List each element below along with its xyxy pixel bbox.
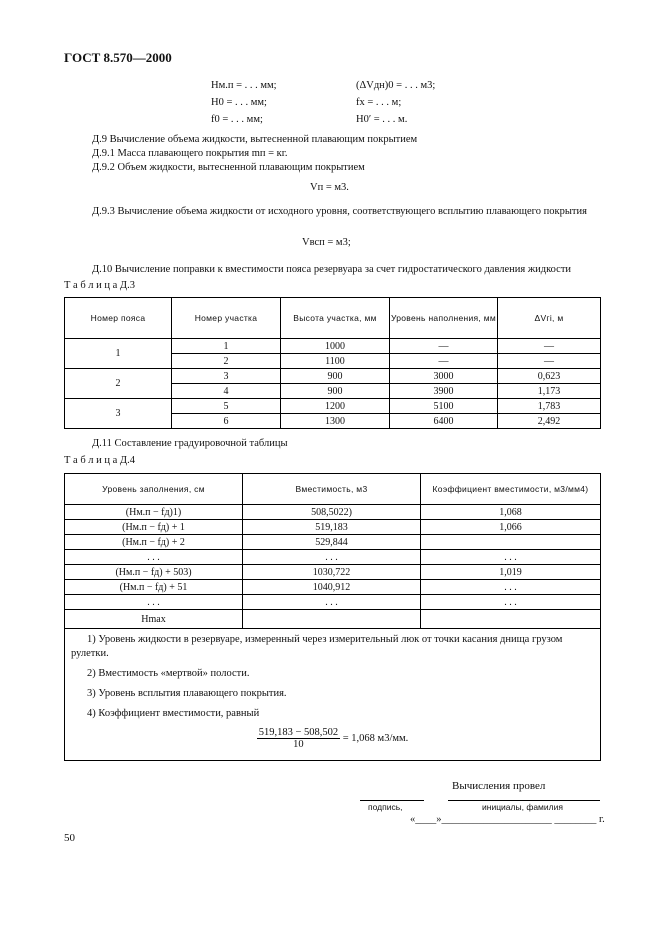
table-cell: 508,5022) [243,505,421,520]
table-header: Вместимость, м3 [243,474,421,505]
table-cell: 6400 [390,414,498,429]
table-row [65,339,601,354]
name-label: инициалы, фамилия [482,802,563,812]
table-cell: 1040,912 [243,580,421,595]
table-cell: 4 [172,384,281,399]
table-cell: 1300 [281,414,390,429]
table-cell: 1,019 [421,565,601,580]
formula-h-mp: Hм.п = . . . мм; [211,80,277,91]
section-d9-1: Д.9.1 Масса плавающего покрытия mп = кг. [92,148,288,159]
table-cell [243,610,421,629]
formula-vp: Vп = м3. [310,182,349,193]
table-cell: — [390,354,498,369]
table-row [65,520,601,535]
table-cell: 3000 [390,369,498,384]
footnote-3: 3) Уровень всплытия плавающего покрытия. [87,688,287,699]
table-cell: . . . [421,580,601,595]
formula-vvsp: Vвсп = м3; [302,237,351,248]
table-cell: 2 [65,369,172,399]
formula-fx: fх = . . . м; [356,97,402,108]
table-cell: 900 [281,384,390,399]
table-cell: 1030,722 [243,565,421,580]
table-cell: 3 [172,369,281,384]
section-d9-3: Д.9.3 Вычисление объема жидкости от исходного уровня, соответствующего всплытию плавающего покрытия [92,206,587,217]
name-line [448,800,600,801]
table-d3 [64,297,601,429]
table-row [65,580,601,595]
table-header: Уровень заполнения, см [65,474,243,505]
table-d4 [64,473,601,761]
footnote-1: 1) Уровень жидкости в резервуаре, измеренный через измерительный люк от точки касания днища грузом рулетки. [71,634,563,659]
table-cell: — [498,354,601,369]
table-cell: . . . [65,550,243,565]
table-header: Высота участка, мм [281,298,390,339]
coefficient-formula [71,727,594,750]
date-line: «____»_____________________ ________ г. [410,814,605,825]
section-d9-2: Д.9.2 Объем жидкости, вытесненной плавающим покрытием [92,162,365,173]
table-cell: Hmax [65,610,243,629]
table-row [65,565,601,580]
footnote-2: 2) Вместимость «мертвой» полости. [87,668,250,679]
section-d9-title: Д.9 Вычисление объема жидкости, вытесненной плавающим покрытием [92,134,418,145]
table-row [65,610,601,629]
formula-result: = 1,068 м3/мм. [342,732,409,744]
table-cell: — [390,339,498,354]
table-cell: (Hм.п − fд) + 503) [65,565,243,580]
table-d4-label: Т а б л и ц а Д.4 [64,455,135,466]
table-cell [421,610,601,629]
table-cell: . . . [65,595,243,610]
table-cell: 6 [172,414,281,429]
table-cell: . . . [243,595,421,610]
table-cell: 1 [65,339,172,369]
signature-title: Вычисления провел [452,780,546,792]
signature-line [360,800,424,801]
table-cell: (Hм.п − fд)1) [65,505,243,520]
table-header: Номер участка [172,298,281,339]
table-cell: 1,173 [498,384,601,399]
table-cell: 1200 [281,399,390,414]
table-cell: (Hм.п − fд) + 1 [65,520,243,535]
formula-dv-dn: (ΔVдн)0 = . . . м3; [356,80,436,91]
table-cell: 2 [172,354,281,369]
section-d10-title: Д.10 Вычисление поправки к вместимости пояса резервуара за счет гидростатического давления жидкости [92,264,572,275]
footnote-4: 4) Коэффициент вместимости, равный [87,708,260,719]
table-header: Уровень наполнения, мм [390,298,498,339]
signature-label: подпись, [368,802,403,812]
table-row [65,369,601,384]
table-cell: 1000 [281,339,390,354]
table-cell [421,535,601,550]
formula-fraction [257,727,340,750]
page-number: 50 [64,832,75,844]
table-header: Коэффициент вместимости, м3/мм4) [421,474,601,505]
table-header: Номер пояса [65,298,172,339]
table-cell: 1,068 [421,505,601,520]
formula-numerator: 519,183 − 508,502 [258,727,339,738]
table-cell: 900 [281,369,390,384]
table-row [65,535,601,550]
table-cell: 1100 [281,354,390,369]
table-cell: 3900 [390,384,498,399]
table-cell: 3 [65,399,172,429]
table-cell: (Hм.п − fд) + 51 [65,580,243,595]
table-cell: . . . [421,550,601,565]
table-footnotes [65,629,601,761]
formula-h0-prime: H0′ = . . . м. [356,114,408,125]
document-header: ГОСТ 8.570—2000 [64,50,172,65]
table-cell: 529,844 [243,535,421,550]
formula-h0: H0 = . . . мм; [211,97,267,108]
section-d11-title: Д.11 Составление градуировочной таблицы [92,438,288,449]
formula-denominator: 10 [293,739,304,750]
table-cell: . . . [243,550,421,565]
table-cell: 1,066 [421,520,601,535]
table-cell: 1 [172,339,281,354]
table-cell: 2,492 [498,414,601,429]
table-cell: (Hм.п − fд) + 2 [65,535,243,550]
table-cell: 1,783 [498,399,601,414]
table-d3-label: Т а б л и ц а Д.3 [64,280,135,291]
table-row [65,595,601,610]
table-cell: 0,623 [498,369,601,384]
formula-f0: f0 = . . . мм; [211,114,263,125]
table-cell: . . . [421,595,601,610]
table-cell: 5 [172,399,281,414]
table-row [65,399,601,414]
table-cell: 5100 [390,399,498,414]
table-cell: — [498,339,601,354]
table-row [65,505,601,520]
table-cell: 519,183 [243,520,421,535]
table-header: ΔVгi, м [498,298,601,339]
table-row [65,550,601,565]
